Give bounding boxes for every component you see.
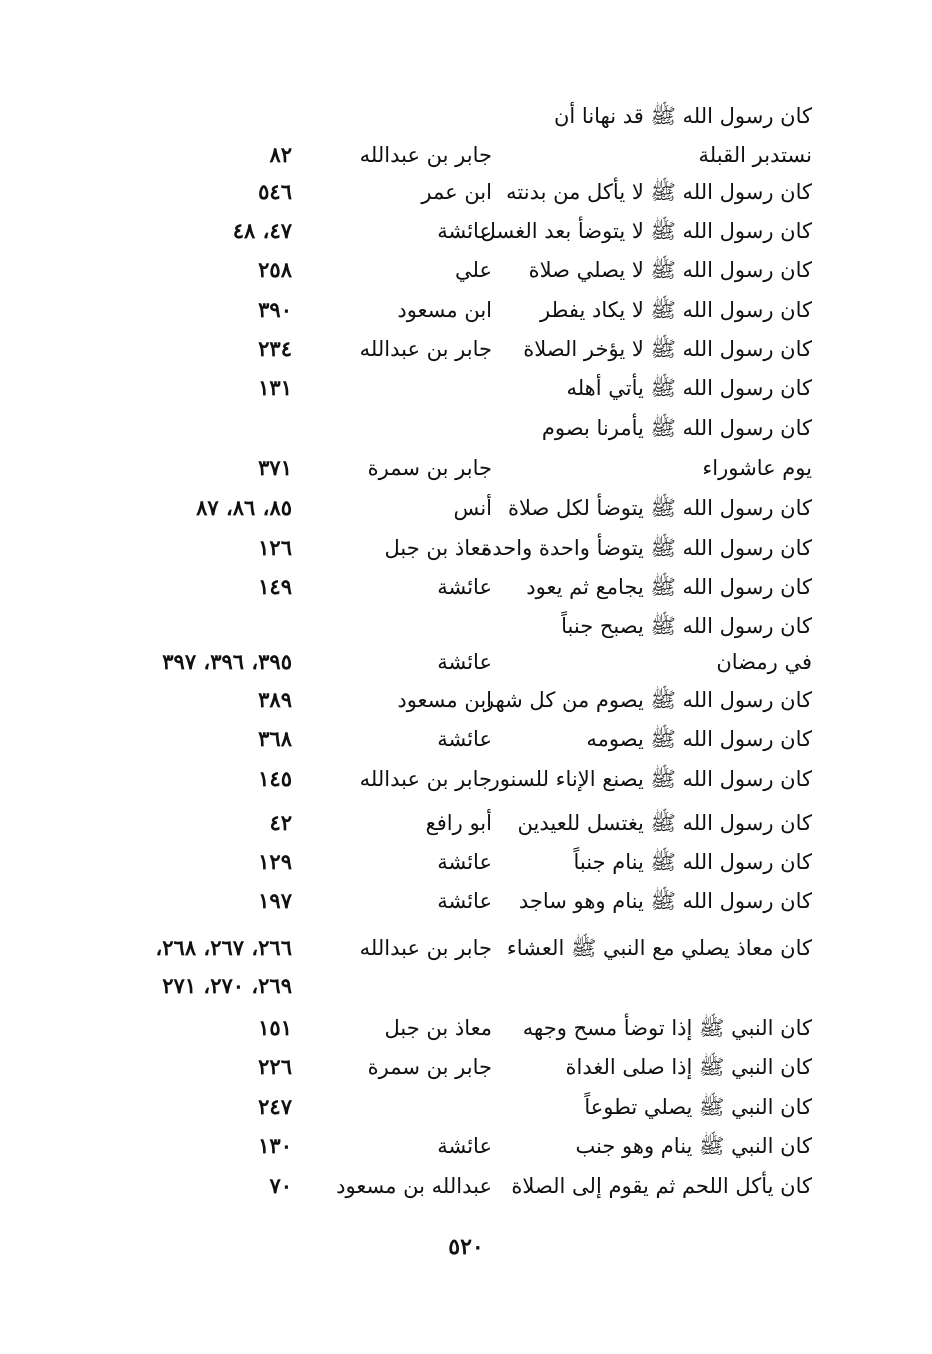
narrator-name: جابر بن عبدالله [359,143,492,167]
page-refs: ١٤٩ [258,574,292,599]
page-refs: ١٢٩ [258,849,292,874]
page-refs: ١٥١ [258,1015,292,1040]
narrator-name: أبو رافع [425,811,492,835]
page-refs: ٣٧١ [258,455,292,480]
hadith-text: كان رسول الله ﷺ ينام جنباً [573,850,812,874]
hadith-text: كان رسول الله ﷺ لا يأكل من بدنته [506,180,812,204]
hadith-text: كان النبي ﷺ إذا صلى الغداة [565,1055,812,1079]
page-refs: ٤٢ [269,810,292,835]
page-refs: ١٩٧ [258,888,292,913]
hadith-text: كان رسول الله ﷺ يتوضأ واحدة واحدة [481,536,812,560]
hadith-text: كان رسول الله ﷺ يصبح جنباً [561,614,812,638]
narrator-name: ابن عمر [421,180,492,204]
hadith-text: كان رسول الله ﷺ يأتي أهله [566,376,812,400]
narrator-name: عبدالله بن مسعود [336,1174,492,1198]
page-refs: ٣٨٩ [258,687,292,712]
page-refs: ٢٤٧ [258,1094,292,1119]
narrator-name: عائشة [437,889,492,913]
page-refs: ٨٢ [269,142,292,167]
narrator-name: معاذ بن جبل [384,1016,492,1040]
page-refs: ٢٥٨ [258,257,292,282]
page-refs: ١٢٦ [258,535,292,560]
hadith-text: في رمضان [716,650,812,674]
narrator-name: جابر بن سمرة [367,456,492,480]
page-refs: ٤٧، ٤٨ [232,218,292,243]
page-refs: ٣٩٠ [258,297,292,322]
page-refs: ٢٦٦، ٢٦٧، ٢٦٨، [155,935,292,960]
narrator-name: عائشة [437,850,492,874]
narrator-name: معاذ بن جبل [384,536,492,560]
page-refs: ٨٥، ٨٦، ٨٧ [196,495,292,520]
hadith-text: كان النبي ﷺ إذا توضأ مسح وجهه [522,1016,812,1040]
hadith-text: كان رسول الله ﷺ يصنع الإناء للسنور [489,767,812,791]
narrator-name: علي [455,258,492,282]
page-refs: ٢٦٩، ٢٧٠، ٢٧١ [162,973,292,998]
narrator-name: عائشة [437,650,492,674]
hadith-text: كان رسول الله ﷺ يصوم من كل شهر [483,688,812,712]
hadith-text: كان رسول الله ﷺ يغتسل للعيدين [517,811,812,835]
narrator-name: جابر بن سمرة [367,1055,492,1079]
page-refs: ٣٦٨ [258,726,292,751]
hadith-text: كان النبي ﷺ يصلي تطوعاً [584,1095,812,1119]
hadith-text: كان معاذ يصلي مع النبي ﷺ العشاء [506,936,812,960]
page-refs: ٥٤٦ [258,179,292,204]
page-number: ٥٢٠ [448,1234,484,1260]
hadith-text: كان رسول الله ﷺ يجامع ثم يعود [526,575,812,599]
hadith-text: كان رسول الله ﷺ قد نهانا أن [553,104,812,128]
hadith-text: كان رسول الله ﷺ لا يكاد يفطر [540,298,812,322]
hadith-text: كان يأكل اللحم ثم يقوم إلى الصلاة [511,1174,812,1198]
page-refs: ٢٢٦ [258,1054,292,1079]
hadith-text: يوم عاشوراء [702,456,812,480]
hadith-text: كان رسول الله ﷺ لا يصلي صلاة [528,258,812,282]
page-refs: ١٤٥ [258,766,292,791]
hadith-text: كان رسول الله ﷺ يأمرنا بصوم [541,416,812,440]
hadith-text: كان رسول الله ﷺ لا يتوضأ بعد الغسل [480,219,812,243]
narrator-name: ابن مسعود [397,298,492,322]
narrator-name: عائشة [437,219,492,243]
narrator-name: ابن مسعود [397,688,492,712]
narrator-name: عائشة [437,1134,492,1158]
narrator-name: عائشة [437,575,492,599]
page-refs: ٢٣٤ [258,336,292,361]
narrator-name: جابر بن عبدالله [359,337,492,361]
hadith-text: كان رسول الله ﷺ ينام وهو ساجد [518,889,812,913]
hadith-text: نستدبر القبلة [698,143,812,167]
hadith-text: كان رسول الله ﷺ يتوضأ لكل صلاة [507,496,812,520]
narrator-name: جابر بن عبدالله [359,936,492,960]
hadith-text: كان رسول الله ﷺ يصومه [586,727,812,751]
page-refs: ١٣١ [258,375,292,400]
narrator-name: جابر بن عبدالله [359,767,492,791]
narrator-name: أنس [453,496,492,520]
page-refs: ١٣٠ [258,1133,292,1158]
narrator-name: عائشة [437,727,492,751]
hadith-text: كان رسول الله ﷺ لا يؤخر الصلاة [523,337,812,361]
page-refs: ٧٠ [269,1173,292,1198]
page-refs: ٣٩٥، ٣٩٦، ٣٩٧ [162,649,292,674]
hadith-text: كان النبي ﷺ ينام وهو جنب [575,1134,812,1158]
